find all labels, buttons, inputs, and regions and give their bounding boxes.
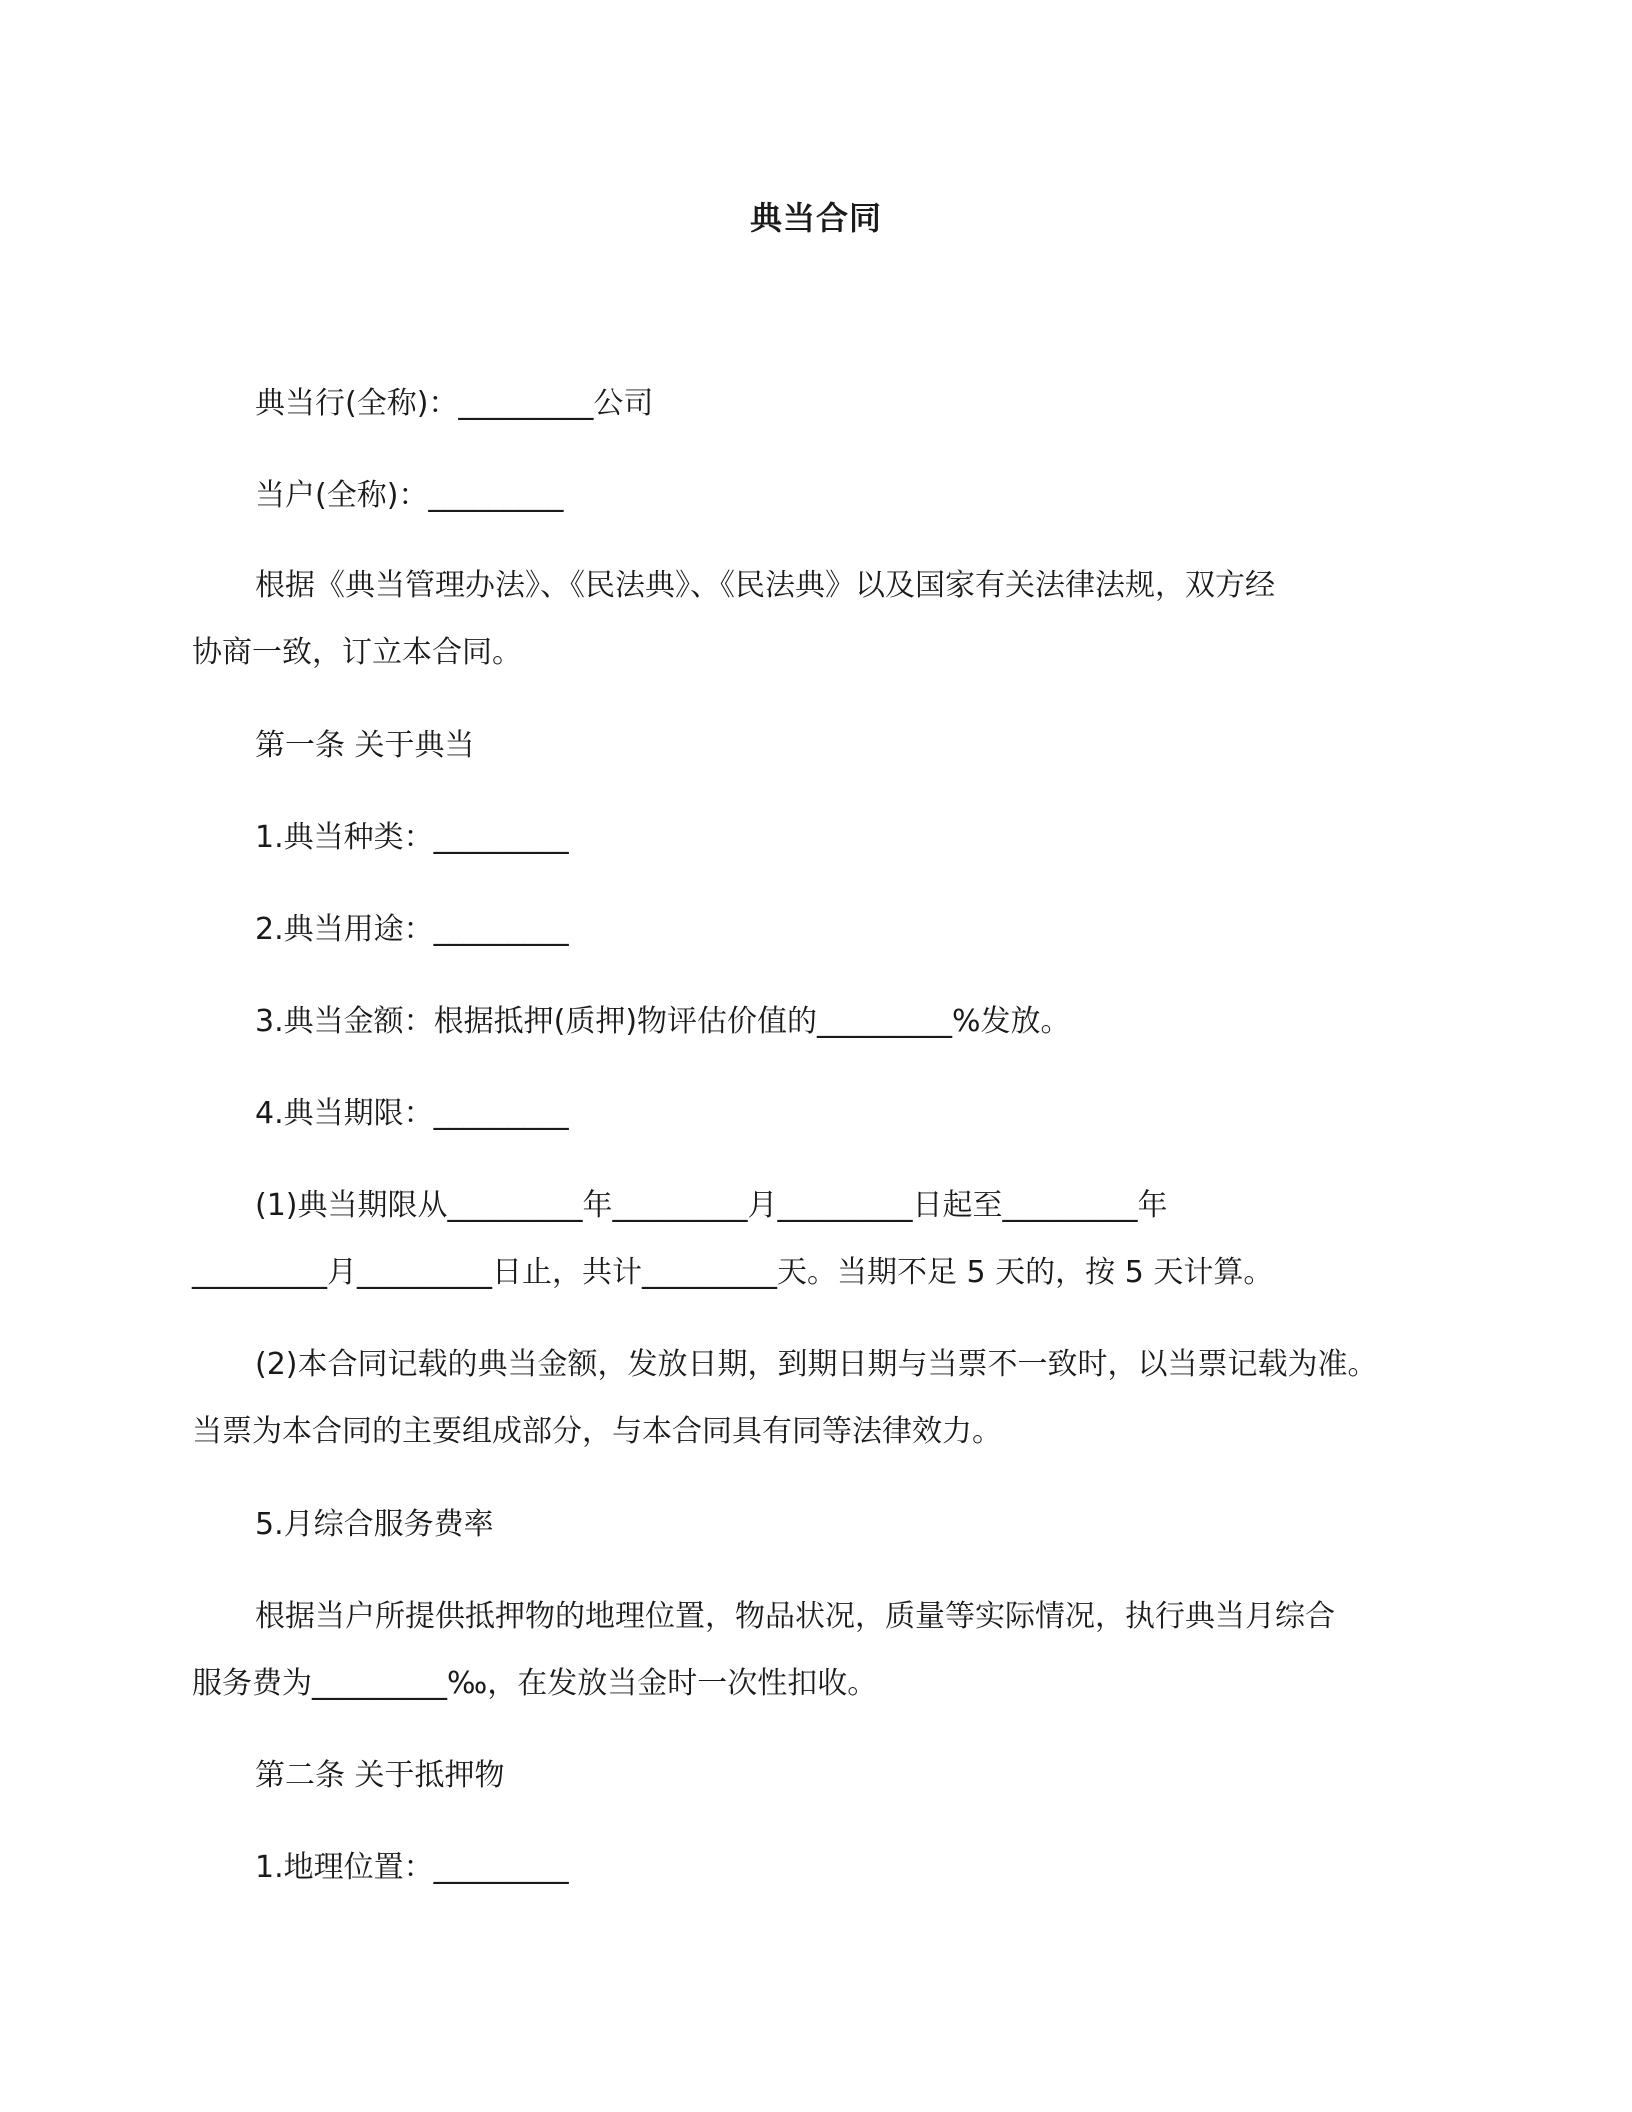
document-title: 典当合同 bbox=[749, 199, 882, 237]
service-fee-heading: 5.月综合服务费率 bbox=[255, 1507, 494, 1542]
article-1-heading: 第一条 关于典当 bbox=[255, 728, 475, 763]
service-fee-line-2: 服务费为_________‰，在发放当金时一次性扣收。 bbox=[192, 1666, 878, 1701]
pawn-purpose-line: 2.典当用途：_________ bbox=[255, 912, 569, 947]
term-clause-1-line-1: (1)典当期限从_________年_________月_________日起至_________年 bbox=[255, 1188, 1168, 1223]
pawn-amount-line: 3.典当金额：根据抵押(质押)物评估价值的_________%发放。 bbox=[255, 1004, 1071, 1039]
pawner-name-line: 当户(全称)：_________ bbox=[255, 478, 564, 513]
pawn-term-line: 4.典当期限：_________ bbox=[255, 1096, 569, 1131]
pawn-type-line: 1.典当种类：_________ bbox=[255, 820, 569, 855]
service-fee-line-1: 根据当户所提供抵押物的地理位置，物品状况，质量等实际情况，执行典当月综合 bbox=[255, 1599, 1335, 1634]
term-clause-1-line-2: _________月_________日止，共计_________天。当期不足 5 天的，按 5 天计算。 bbox=[192, 1255, 1274, 1290]
preamble-line-1: 根据《典当管理办法》、《民法典》、《民法典》以及国家有关法律法规，双方经 bbox=[255, 568, 1275, 603]
article-2-heading: 第二条 关于抵押物 bbox=[255, 1758, 505, 1793]
pawnshop-name-line: 典当行(全称)：_________公司 bbox=[255, 386, 654, 421]
geographic-location-line: 1.地理位置：_________ bbox=[255, 1850, 569, 1885]
preamble-line-2: 协商一致，订立本合同。 bbox=[192, 635, 522, 670]
term-clause-2-line-2: 当票为本合同的主要组成部分，与本合同具有同等法律效力。 bbox=[192, 1414, 1002, 1449]
term-clause-2-line-1: (2)本合同记载的典当金额，发放日期，到期日期与当票不一致时，以当票记载为准。 bbox=[255, 1347, 1378, 1382]
